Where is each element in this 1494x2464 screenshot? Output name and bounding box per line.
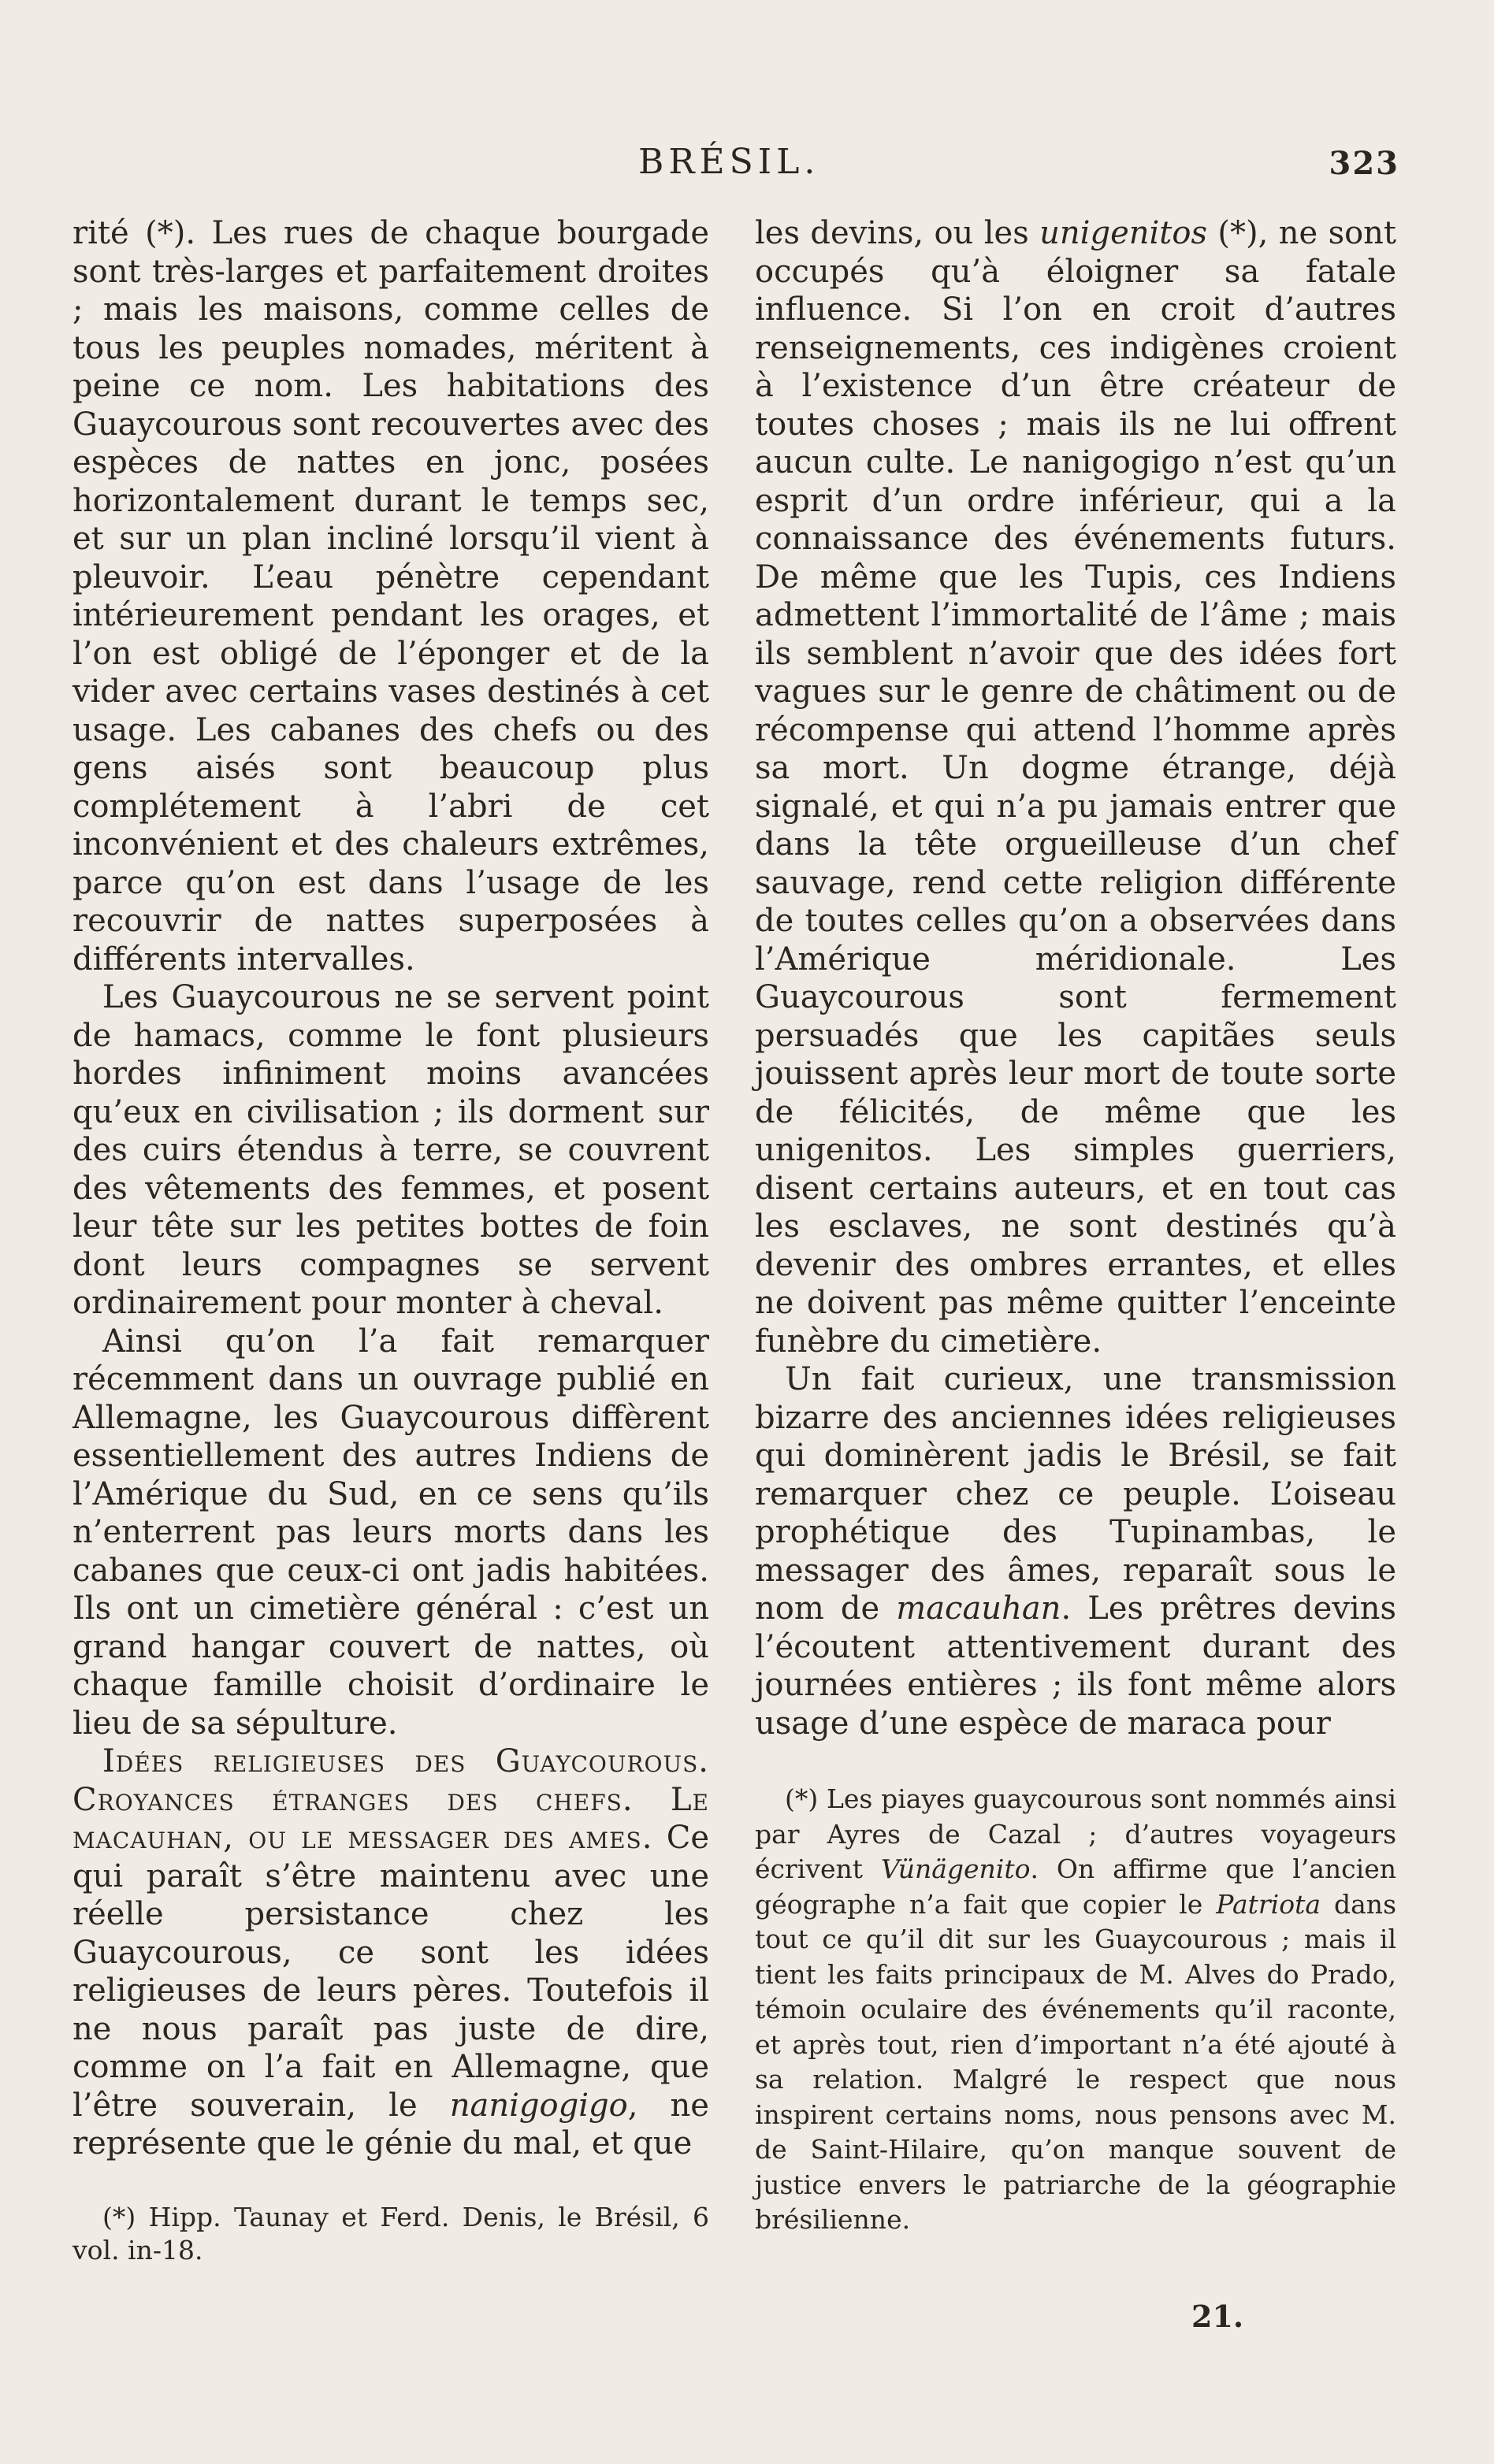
italic-term: Patriota	[1216, 1888, 1321, 1920]
running-header	[0, 142, 1494, 189]
running-title: BRÉSIL.	[638, 142, 820, 182]
footnote-part: (*) Les piayes guaycourous sont nommés ainsi par Ayres de Cazal ; d’autres voyageurs écrivent	[755, 1783, 1396, 1884]
page-number: 323	[1329, 145, 1399, 182]
footnote-left	[72, 2201, 709, 2267]
paragraph: rité (*). Les rues de chaque bourgade sont très-larges et parfaitement droites ; mais les maisons, comme celles de tous les peuples nomades, méritent à peine ce nom. Les habitations des Guaycourous sont recouvertes avec des espèces de nattes en jonc, posées horizontalement durant le temps sec, et sur un plan incliné lorsqu’il vient à pleuvoir. L’eau pénètre cependant intérieurement pendant les orages, et l’on est obligé de l’éponger et de la vider avec certains vases destinés à cet usage. Les cabanes des chefs ou des gens aisés sont beaucoup plus complétement à l’abri de cet inconvénient et des chaleurs extrêmes, parce qu’on est dans l’usage de les recouvrir de nattes superposées à différents intervalles.	[72, 215, 709, 978]
paragraph	[72, 1742, 709, 2163]
italic-term: nanigogigo	[449, 2087, 628, 2124]
paragraph-text: les devins, ou les	[755, 215, 1040, 251]
paragraph	[755, 214, 1396, 1360]
paragraph-text: (*), ne sont occupés qu’à éloigner sa fatale influence. Si l’on en croit d’autres renseignements, ces indigènes croient à l’existence d’un être créateur de toutes choses ; mais ils ne lui offrent aucun culte. Le nanigogigo n’est qu’un esprit d’un ordre inférieur, qui a la connaissance des événements futurs. De même que les Tupis, ces Indiens admettent l’immortalité de l’âme ; mais ils semblent n’avoir que des idées fort vagues sur le genre de châtiment ou de récompense qui attend l’homme après sa mort. Un dogme étrange, déjà signalé, et qui n’a pu jamais entrer que dans la tête orgueilleuse d’un chef sauvage, rend cette religion différente de toutes celles qu’on a observées dans l’Amérique méridionale. Les Guaycourous sont fermement persuadés que les capitães seuls jouissent après leur mort de toute sorte de félicités, de même que les unigenitos. Les simples guerriers, disent certains auteurs, et en tout cas les esclaves, ne sont destinés qu’à devenir des ombres errantes, et elles ne doivent pas même quitter l’enceinte funèbre du cimetière.	[755, 215, 1397, 1360]
left-column	[72, 214, 709, 2163]
footnote-right	[755, 1782, 1396, 2238]
right-column	[755, 214, 1396, 1742]
paragraph: Ainsi qu’on l’a fait remarquer récemment dans un ouvrage publié en Allemagne, les Guaycourous diffèrent essentiellement des autres Indiens de l’Amérique du Sud, en ce sens qu’ils n’enterrent pas leurs morts dans les cabanes que ceux-ci ont jadis habitées. Ils ont un cimetière général : c’est un grand hangar couvert de nattes, où chaque famille choisit d’ordinaire le lieu de sa sépulture.	[72, 1323, 709, 1742]
footnote-text	[755, 1782, 1396, 2238]
italic-term: macauhan	[896, 1590, 1061, 1627]
footnote-part: dans tout ce qu’il dit sur les Guaycourous ; mais il tient les faits principaux de M. Alves do Prado, témoin oculaire des événements qu’il raconte, et après tout, rien d’important n’a été ajouté à sa relation. Malgré le respect que nous inspirent certains noms, nous pensons avec M. de Saint-Hilaire, qu’on manque souvent de justice envers le patriarche de la géographie brésilienne.	[755, 1888, 1396, 2235]
paragraph-text: . Les prêtres devins l’écoutent attentivement durant des journées entières ; ils font même alors usage d’une espèce de maraca pour	[755, 1590, 1397, 1742]
paragraph	[755, 1360, 1396, 1742]
footnote-part: . On affirme que l’ancien géographe n’a fait que copier le	[755, 1854, 1396, 1920]
paragraph-text: Un fait curieux, une transmission bizarre des anciennes idées religieuses qui dominèrent jadis le Brésil, se fait remarquer chez ce peuple. L’oiseau prophétique des Tupinambas, le messager des âmes, reparaît sous le nom de	[755, 1361, 1396, 1627]
footnote-text: (*) Hipp. Taunay et Ferd. Denis, le Brésil, 6 vol. in-18.	[72, 2202, 709, 2265]
paragraph-text: , ne représente que le génie du mal, et que	[72, 2087, 709, 2162]
italic-term: unigenitos	[1039, 215, 1207, 251]
paragraph-text: Ce qui paraît s’être maintenu avec une réelle persistance chez les Guaycourous, ce sont les idées religieuses de leurs pères. Toutefois il ne nous paraît pas juste de dire, comme on l’a fait en Allemagne, que l’être souverain, le	[72, 1820, 709, 2124]
signature-mark: 21.	[1191, 2299, 1244, 2334]
italic-term: Vünägenito	[880, 1854, 1031, 1884]
paragraph: Les Guaycourous ne se servent point de hamacs, comme le font plusieurs hordes infiniment moins avancées qu’eux en civilisation ; ils dorment sur des cuirs étendus à terre, se couvrent des vêtements des femmes, et posent leur tête sur les petites bottes de foin dont leurs compagnes se servent ordinairement pour monter à cheval.	[72, 979, 709, 1321]
section-heading: Idées religieuses des Guaycourous. Croyances étranges des chefs. Le macauhan, ou le messager des ames.	[72, 1743, 709, 1856]
